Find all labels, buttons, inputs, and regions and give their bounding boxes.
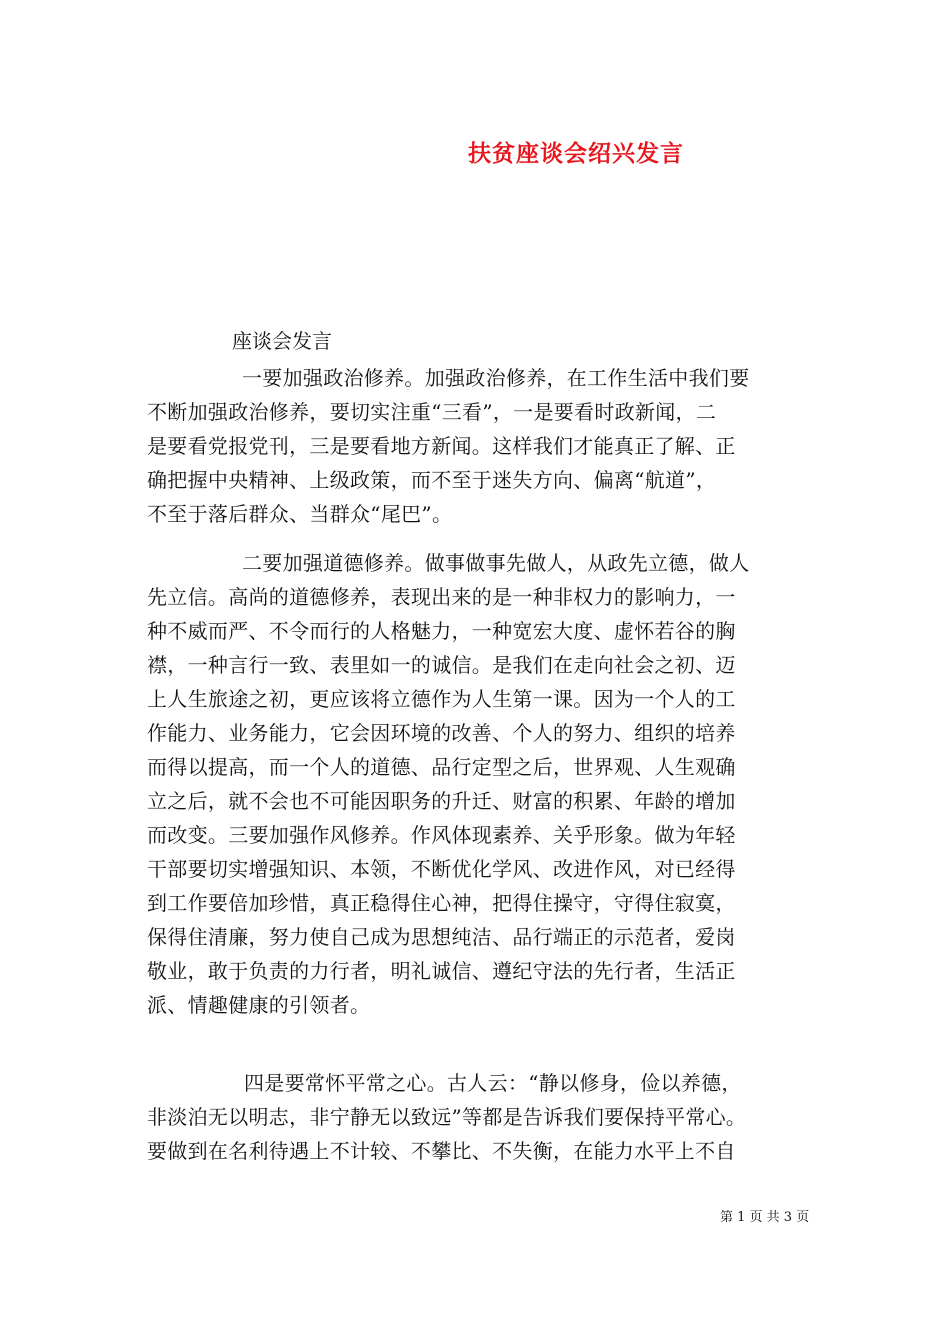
paragraph-line: 襟，一种言行一致、表里如一的诚信。是我们在走向社会之初、迈 [147,653,736,677]
paragraph-line: 要做到在名利待遇上不计较、不攀比、不失衡，在能力水平上不自 [147,1139,736,1163]
paragraph-line: 确把握中央精神、上级政策，而不至于迷失方向、偏离“航道”， [147,468,717,492]
paragraph-line: 不断加强政治修养，要切实注重“三看”，一是要看时政新闻，二 [147,400,717,424]
paragraph-3 [147,1066,817,1168]
paragraph-line: 四是要常怀平常之心。古人云：“静以修身，俭以养德， [244,1071,742,1095]
paragraph-line: 干部要切实增强知识、本领，不断优化学风、改进作风，对已经得 [147,857,736,881]
paragraph-line: 到工作要倍加珍惜，真正稳得住心神，把得住操守，守得住寂寞， [147,891,736,915]
paragraph-2 [147,546,817,1022]
paragraph-line: 一要加强政治修养。加强政治修养，在工作生活中我们要 [242,366,750,390]
paragraph-line: 上人生旅途之初，更应该将立德作为人生第一课。因为一个人的工 [147,687,736,711]
paragraph-line: 立之后，就不会也不可能因职务的升迁、财富的积累、年龄的增加 [147,789,736,813]
paragraph-line: 派、情趣健康的引领者。 [147,993,371,1017]
paragraph-line: 先立信。高尚的道德修养，表现出来的是一种非权力的影响力，一 [147,585,736,609]
page-number: 第 1 页 共 3 页 [720,1210,810,1225]
paragraph-line: 不至于落后群众、当群众“尾巴”。 [147,502,453,526]
paragraph-line: 而改变。三要加强作风修养。作风体现素养、关乎形象。做为年轻 [147,823,736,847]
paragraph-line: 种不威而严、不令而行的人格魅力，一种宽宏大度、虚怀若谷的胸 [147,619,736,643]
paragraph-line: 敬业，敢于负责的力行者，明礼诚信、遵纪守法的先行者，生活正 [147,959,736,983]
paragraph-line: 作能力、业务能力，它会因环境的改善、个人的努力、组织的培养 [147,721,736,745]
document-title: 扶贫座谈会绍兴发言 [468,140,684,167]
document-subtitle: 座谈会发言 [232,329,332,353]
paragraph-line: 而得以提高，而一个人的道德、品行定型之后，世界观、人生观确 [147,755,736,779]
paragraph-line: 非淡泊无以明志，非宁静无以致远”等都是告诉我们要保持平常心。 [147,1105,747,1129]
paragraph-line: 二要加强道德修养。做事做事先做人，从政先立德，做人 [242,551,750,575]
paragraph-line: 是要看党报党刊，三是要看地方新闻。这样我们才能真正了解、正 [147,434,736,458]
paragraph-1 [147,361,817,531]
paragraph-line: 保得住清廉，努力使自己成为思想纯洁、品行端正的示范者，爱岗 [147,925,736,949]
